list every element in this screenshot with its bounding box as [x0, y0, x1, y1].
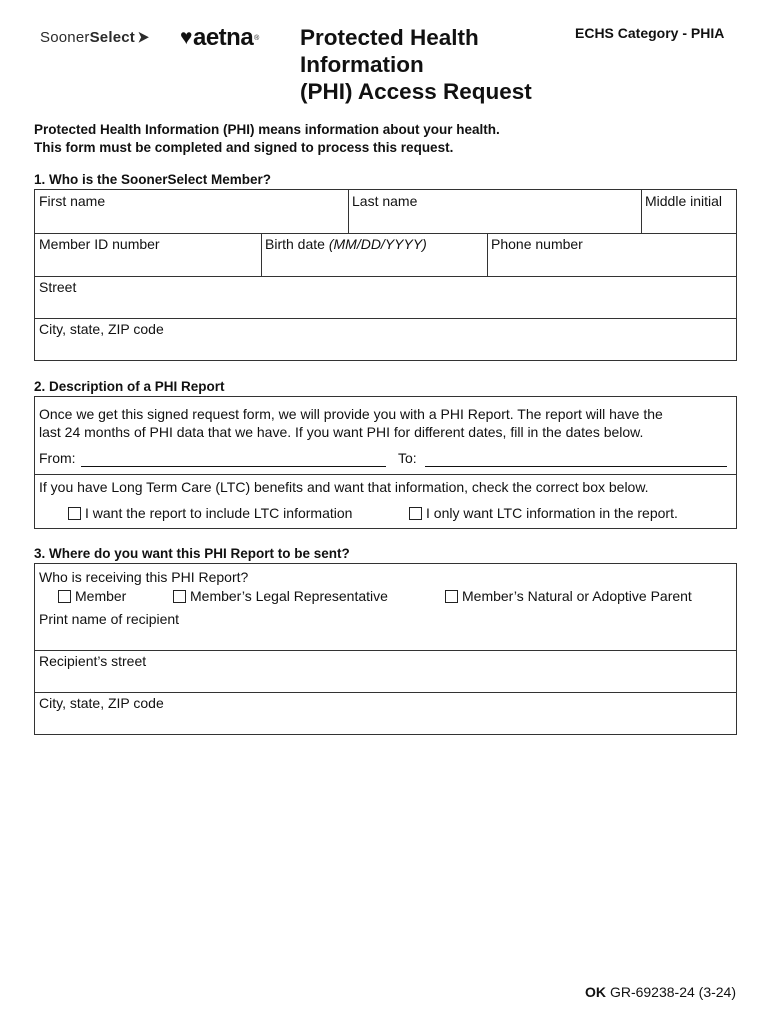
recipient-street-label: Recipient’s street [39, 653, 147, 669]
member-info-table [34, 189, 737, 361]
ltc-include-option[interactable] [68, 505, 352, 521]
recipient-legal-rep-checkbox[interactable] [173, 590, 186, 603]
chevron-right-icon: ➤ [137, 29, 150, 46]
birth-date-label: Birth date [265, 236, 325, 252]
recipient-legal-rep-option[interactable] [173, 588, 388, 604]
recipient-member-label: Member [75, 588, 127, 604]
middle-initial-label: Middle initial [645, 193, 723, 209]
recipient-city-state-zip-field[interactable] [35, 692, 736, 734]
birth-date-format: (MM/DD/YYYY) [328, 236, 427, 252]
ltc-include-checkbox[interactable] [68, 507, 81, 520]
title-line-1: Protected Health [300, 25, 479, 50]
logo-select-text: Select [89, 29, 135, 46]
first-name-label: First name [39, 193, 106, 209]
ltc-instructions: If you have Long Term Care (LTC) benefits and want that information, check the correct box below. [39, 479, 649, 495]
last-name-field[interactable] [348, 190, 641, 233]
footer-state: OK [584, 984, 606, 1000]
page-title [300, 24, 560, 105]
phi-report-box [34, 396, 737, 529]
description-line-2: last 24 months of PHI data that we have. If you want PHI for different dates, fill in the dates below. [39, 424, 644, 440]
recipient-parent-option[interactable] [445, 588, 692, 604]
birth-date-field[interactable] [261, 233, 487, 276]
city-state-zip-field[interactable] [35, 318, 736, 360]
section-2-heading: 2. Description of a PHI Report [34, 379, 225, 394]
title-line-3: (PHI) Access Request [300, 79, 532, 104]
recipient-legal-rep-label: Member’s Legal Representative [190, 588, 388, 604]
recipient-street-field[interactable] [35, 650, 736, 692]
ltc-include-label: I want the report to include LTC information [85, 505, 353, 521]
street-field[interactable] [35, 276, 736, 318]
from-date-input[interactable] [81, 466, 386, 467]
section-3-heading: 3. Where do you want this PHI Report to be sent? [34, 546, 350, 561]
member-id-label: Member ID number [39, 236, 160, 252]
middle-initial-field[interactable] [641, 190, 736, 233]
description-line-1: Once we get this signed request form, we will provide you with a PHI Report. The report will have the [39, 406, 663, 422]
street-label: Street [39, 279, 77, 295]
recipient-parent-label: Member’s Natural or Adoptive Parent [462, 588, 692, 604]
recipient-name-field[interactable] [35, 608, 736, 650]
aetna-logo [180, 24, 259, 52]
to-date-input[interactable] [425, 466, 727, 467]
section-1-heading: 1. Who is the SoonerSelect Member? [34, 172, 272, 187]
soonerselect-logo [40, 28, 150, 46]
recipient-question: Who is receiving this PHI Report? [39, 569, 249, 585]
last-name-label: Last name [352, 193, 418, 209]
recipient-parent-checkbox[interactable] [445, 590, 458, 603]
ltc-only-checkbox[interactable] [409, 507, 422, 520]
city-state-zip-label: City, state, ZIP code [39, 321, 164, 337]
intro-line-1: Protected Health Information (PHI) means information about your health. [34, 122, 500, 137]
to-label: To: [398, 450, 417, 466]
ltc-only-label: I only want LTC information in the report. [426, 505, 678, 521]
phone-label: Phone number [491, 236, 583, 252]
recipient-name-label: Print name of recipient [39, 611, 180, 627]
intro-line-2: This form must be completed and signed to process this request. [34, 140, 454, 155]
logo-aetna-text: aetna [192, 24, 254, 51]
member-id-field[interactable] [35, 233, 261, 276]
title-line-2: Information [300, 52, 424, 77]
intro-text [34, 121, 500, 157]
heart-icon: ♥ [180, 26, 192, 49]
logo-sooner-text: Sooner [40, 29, 90, 46]
recipient-member-checkbox[interactable] [58, 590, 71, 603]
recipient-box [34, 563, 737, 735]
recipient-city-state-zip-label: City, state, ZIP code [39, 695, 164, 711]
from-label: From: [39, 450, 76, 466]
category-label: ECHS Category - PHIA [575, 25, 725, 41]
ltc-only-option[interactable] [409, 505, 678, 521]
form-footer [585, 984, 736, 1000]
first-name-field[interactable] [35, 190, 348, 233]
footer-form-code: GR-69238-24 (3-24) [609, 984, 736, 1000]
divider [35, 474, 736, 475]
recipient-member-option[interactable] [58, 588, 126, 604]
trademark-icon: ® [254, 34, 259, 42]
phone-field[interactable] [487, 233, 736, 276]
